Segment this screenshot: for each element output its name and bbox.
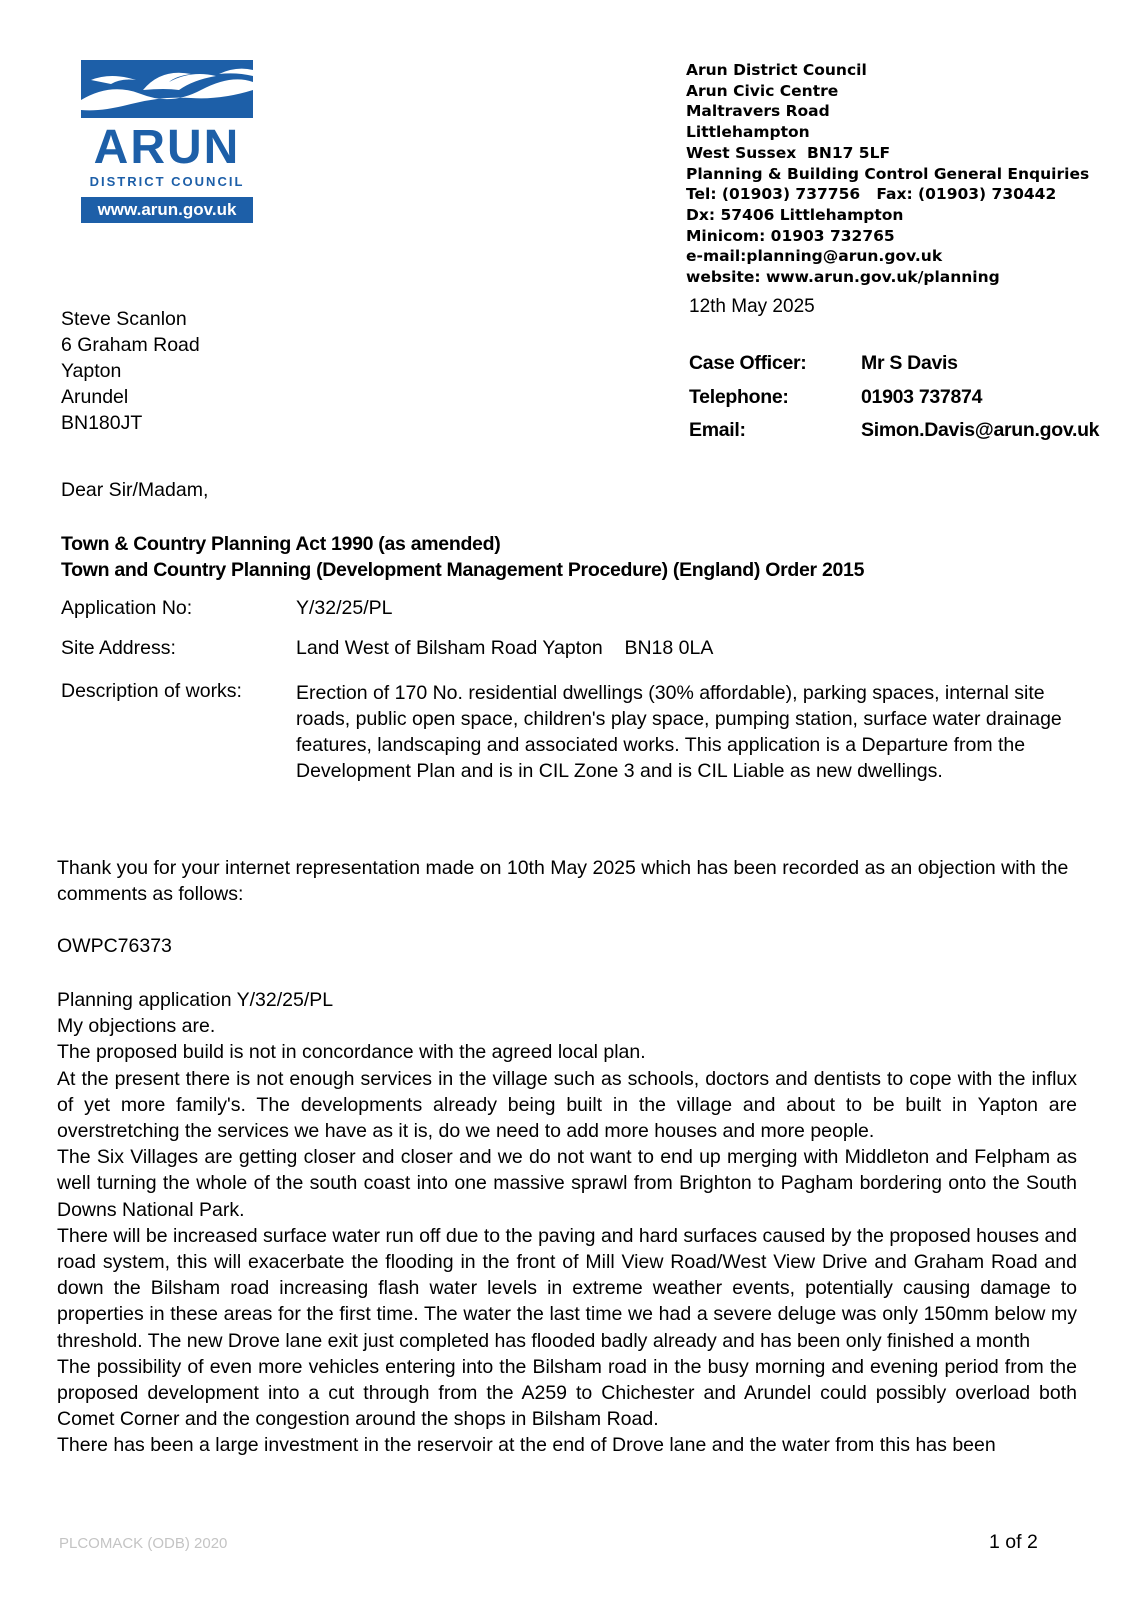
council-address [686,60,1089,288]
case-officer-label: Case Officer: [689,352,807,374]
council-line: Arun Civic Centre [686,81,839,100]
site-address-label: Site Address: [61,637,176,659]
comment-paragraph: At the present there is not enough services in the village such as schools, doctors and dentists to cope with the influx of yet more family's. The developments already being built in the village and about to be built in Yapton are overstretching the services we have as it is, do we need to add more houses and more people. [57,1067,1077,1143]
comment-line: Planning application Y/32/25/PL [57,989,334,1011]
comment-line: My objections are. [57,1015,216,1038]
application-number: Y/32/25/PL [296,597,393,619]
council-email-link[interactable]: e-mail:planning@arun.gov.uk [686,247,943,266]
comment-paragraph: The Six Villages are getting closer and closer and we do not want to end up merging with Middleton and Felpham as well turning the whole of the south coast into one massive sprawl from Brighton to Pagham bordering onto the South Downs National Park. [57,1146,1077,1221]
page-number: 1 of 2 [989,1531,1038,1553]
logo-brand: ARUN [93,121,241,174]
council-logo [81,60,253,223]
email-label: Email: [689,419,746,441]
telephone-value: 01903 737874 [861,386,983,408]
salutation: Dear Sir/Madam, [61,479,209,501]
comment-paragraph: There has been a large investment in the reservoir at the end of Drove lane and the water from this has been [57,1434,996,1457]
footer-code: PLCOMACK (ODB) 2020 [59,1535,228,1552]
order-title: Town and Country Planning (Development Management Procedure) (England) Order 2015 [61,559,865,581]
council-line: West Sussex BN17 5LF [686,143,891,162]
site-address: Land West of Bilsham Road Yapton BN18 0LA [296,637,714,659]
comment-paragraph: The possibility of even more vehicles entering into the Bilsham road in the busy morning and evening period from the proposed development into a cut through from the A259 to Chichester and Arundel could possibly overload both Comet Corner and the congestion around the shops in Bilsham Road. [57,1355,1077,1431]
officer-email-link[interactable]: Simon.Davis@arun.gov.uk [861,419,1100,441]
council-line: Maltravers Road [686,102,830,121]
case-officer-value: Mr S Davis [861,352,958,374]
recipient-line: BN180JT [61,412,143,434]
logo-url[interactable]: www.arun.gov.uk [81,197,253,223]
recipient-line: 6 Graham Road [61,334,200,356]
council-line: Dx: 57406 Littlehampton [686,205,904,224]
telephone-label: Telephone: [689,386,789,408]
recipient-line: Steve Scanlon [61,308,187,330]
logo-subtitle: DISTRICT COUNCIL [89,174,245,189]
bird-logo-icon [81,60,253,118]
council-line: Arun District Council [686,61,867,79]
recipient-line: Yapton [61,360,122,382]
act-title: Town & Country Planning Act 1990 (as amended) [61,533,501,555]
works-description: Erection of 170 No. residential dwellings (30% affordable), parking spaces, internal site roads, public open space, children's play space, pumping station, surface water drainage features, landscaping and associated works. This application is a Departure from the Development Plan and is in CIL Zone 3 and is CIL Liable as new dwellings. [296,682,1062,782]
council-line: Minicom: 01903 732765 [686,226,895,245]
letter-date: 12th May 2025 [689,296,815,317]
council-line: Littlehampton [686,123,810,142]
application-number-label: Application No: [61,597,193,619]
comment-paragraph: There will be increased surface water run off due to the paving and hard surfaces caused by the proposed houses and road system, this will exacerbate the flooding in the front of Mill View Road/West View Drive and Graham Road and down the Bilsham road increasing flash water levels in extreme weather events, potentially causing damage to properties in these areas for the first time. The water the last time we had a severe deluge was only 150mm below my threshold. The new Drove lane exit just completed has flooded badly already and has been only finished a month [57,1224,1077,1352]
recipient-address [61,306,200,436]
intro-paragraph: Thank you for your internet representation made on 10th May 2025 which has been recorded as an objection with the comments as follows: [57,857,1069,905]
objection-comment [57,987,1077,1459]
representation-reference: OWPC76373 [57,935,172,957]
comment-line: The proposed build is not in concordance with the agreed local plan. [57,1041,646,1064]
works-label: Description of works: [61,680,242,702]
recipient-line: Arundel [61,386,129,408]
council-website-link[interactable]: website: www.arun.gov.uk/planning [686,268,1000,287]
council-line: Planning & Building Control General Enquiries [686,164,1090,183]
council-line: Tel: (01903) 737756 Fax: (01903) 730442 [686,185,1057,204]
